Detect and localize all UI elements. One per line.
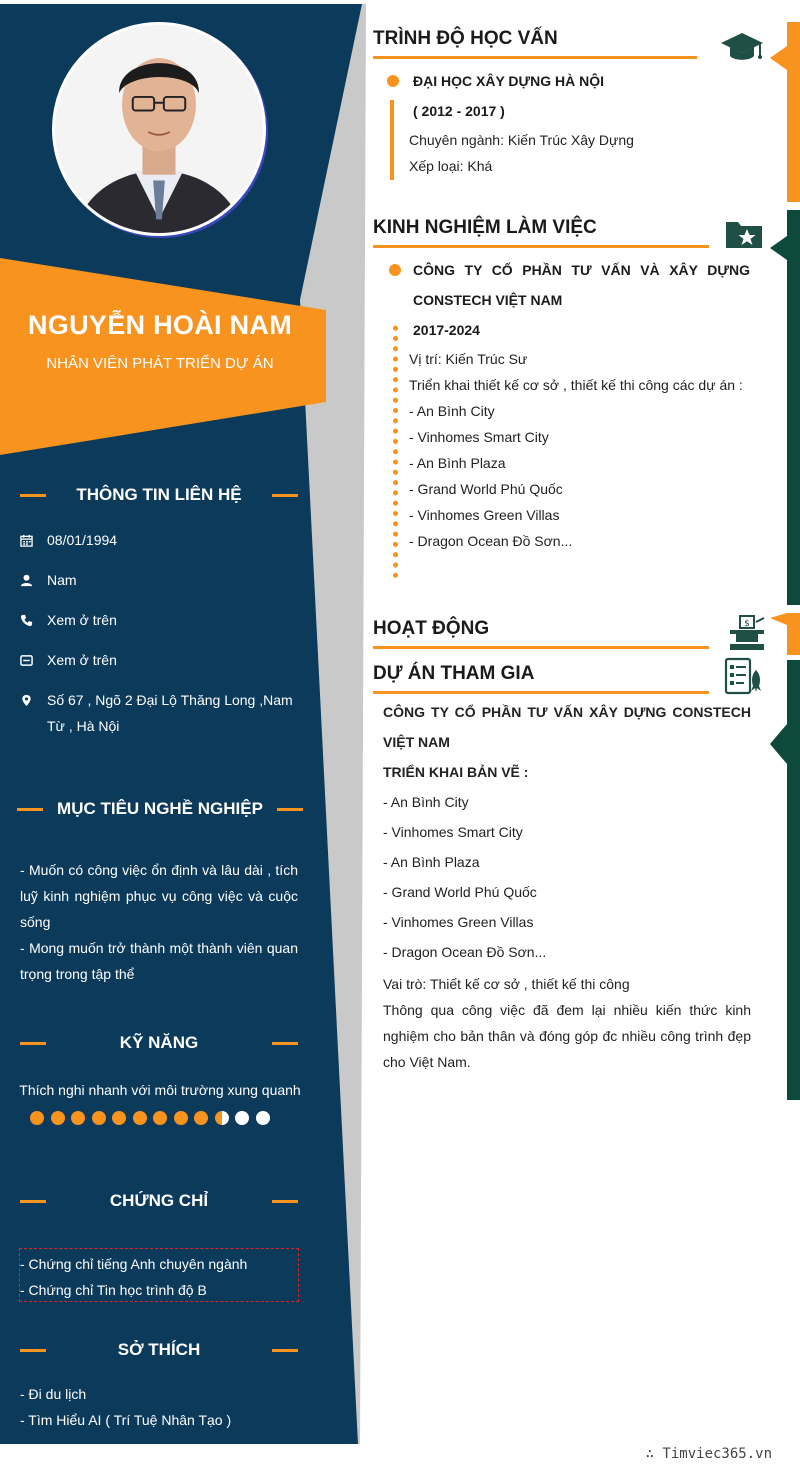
profile-photo-icon xyxy=(55,25,263,233)
right-green-arrow-bottom xyxy=(770,724,787,764)
education-title: TRÌNH ĐỘ HỌC VẤN xyxy=(373,28,558,49)
skill-dot xyxy=(71,1111,85,1125)
experience-underline xyxy=(373,245,709,248)
right-green-accent xyxy=(787,210,800,605)
project-item: - Vinhomes Green Villas xyxy=(383,914,534,930)
skills-title-text: KỸ NĂNG xyxy=(119,1033,199,1052)
skill-dot xyxy=(133,1111,147,1125)
objective-line-1: - Muốn có công việc ổn định và lâu dài , tích luỹ kinh nghiệm phục vụ công việc và cuộc sống xyxy=(20,862,298,930)
title-bar-right xyxy=(272,494,298,497)
right-orange-accent-mid xyxy=(787,613,800,655)
birthday-text: 08/01/1994 xyxy=(47,532,118,548)
right-orange-arrow-mid xyxy=(770,613,787,625)
skill-rating xyxy=(30,1111,270,1125)
folder-star-icon xyxy=(724,218,764,250)
experience-title: KINH NGHIỆM LÀM VIỆC xyxy=(373,217,597,238)
objective-line-2: - Mong muốn trở thành một thành viên quan trọng trong tập thể xyxy=(20,940,298,982)
project-subtitle: TRIỂN KHAI BẢN VẼ : xyxy=(383,764,529,780)
education-grade: Xếp loại: Khá xyxy=(409,158,493,174)
email-icon xyxy=(20,647,47,673)
checklist-rocket-icon xyxy=(724,656,764,696)
right-green-accent-bottom xyxy=(787,660,800,1100)
hobbies-list xyxy=(20,1381,298,1433)
contact-phone xyxy=(20,607,310,633)
project-item: - Vinhomes Smart City xyxy=(383,824,523,840)
full-name: NGUYỄN HOÀI NAM xyxy=(27,310,292,340)
skill-dot xyxy=(215,1111,229,1125)
watermark: ∴ Timviec365.vn xyxy=(645,1446,772,1462)
contact-email xyxy=(20,647,310,673)
title-bar-right xyxy=(272,1042,298,1045)
contact-address xyxy=(20,687,310,739)
hobby-item: - Đi du lịch xyxy=(20,1386,87,1402)
certificates-title-text: CHỨNG CHỈ xyxy=(109,1191,209,1210)
title-bar-right xyxy=(272,1349,298,1352)
skill-name: Thích nghi nhanh với môi trường xung quanh xyxy=(19,1082,301,1098)
sidebar xyxy=(0,0,360,1444)
skill-dot xyxy=(256,1111,270,1125)
contact-birthday xyxy=(20,527,310,553)
objective-text xyxy=(20,857,298,987)
project-item: - An Bình City xyxy=(383,794,469,810)
title-bar-left xyxy=(20,1042,46,1045)
education-timeline xyxy=(390,100,394,180)
email-text: Xem ở trên xyxy=(47,652,117,668)
phone-text: Xem ở trên xyxy=(47,612,117,628)
experience-detail-line: - Grand World Phú Quốc xyxy=(409,481,563,497)
experience-detail-line: - Dragon Ocean Đồ Sơn... xyxy=(409,533,573,549)
hobby-item: - Tìm Hiểu AI ( Trí Tuệ Nhân Tạo ) xyxy=(20,1412,232,1428)
gender-text: Nam xyxy=(47,572,77,588)
project-item: - Dragon Ocean Đồ Sơn... xyxy=(383,944,547,960)
project-company-line2: VIỆT NAM xyxy=(383,734,450,750)
skill-dot xyxy=(153,1111,167,1125)
skill-dot xyxy=(92,1111,106,1125)
experience-detail-line: - An Bình Plaza xyxy=(409,455,506,471)
experience-company-line2: CONSTECH VIỆT NAM xyxy=(413,292,563,308)
right-orange-arrow-top xyxy=(770,46,787,70)
skill-dot xyxy=(112,1111,126,1125)
experience-timeline-dots xyxy=(393,323,398,583)
calendar-icon xyxy=(20,527,47,553)
skill-dot xyxy=(51,1111,65,1125)
project-role: Vai trò: Thiết kế cơ sở , thiết kế thi công xyxy=(383,976,630,992)
experience-detail-line: Vị trí: Kiến Trúc Sư xyxy=(409,351,528,367)
experience-detail-line: - Vinhomes Green Villas xyxy=(409,507,560,523)
title-bar-left xyxy=(20,1200,46,1203)
activities-title: HOẠT ĐỘNG xyxy=(373,618,490,639)
experience-details xyxy=(409,346,759,554)
certificates-section-title xyxy=(0,1191,320,1211)
education-period: ( 2012 - 2017 ) xyxy=(413,103,505,119)
right-orange-accent-top xyxy=(787,22,800,202)
avatar xyxy=(52,22,266,236)
phone-icon xyxy=(20,607,47,633)
title-bar-left xyxy=(20,494,46,497)
skill-dot xyxy=(174,1111,188,1125)
contact-title-text: THÔNG TIN LIÊN HỆ xyxy=(76,485,242,504)
location-pin-icon xyxy=(20,687,47,713)
objective-section-title xyxy=(0,799,320,819)
address-text: Số 67 , Ngõ 2 Đại Lộ Thăng Long ,Nam Từ , Hà Nội xyxy=(47,692,293,734)
objective-title-text: MỤC TIÊU NGHỀ NGHIỆP xyxy=(57,799,263,818)
name-block xyxy=(0,310,320,372)
contact-gender xyxy=(20,567,310,593)
project-company-line1: CÔNG TY CỔ PHẦN TƯ VẤN XÂY DỰNG CONSTECH xyxy=(383,704,751,720)
education-bullet xyxy=(387,75,399,87)
experience-company-line1: CÔNG TY CỔ PHẦN TƯ VẤN VÀ XÂY DỰNG xyxy=(413,262,750,278)
contact-section-title xyxy=(0,485,320,505)
experience-period: 2017-2024 xyxy=(413,322,480,338)
skill-dot xyxy=(235,1111,249,1125)
user-icon xyxy=(20,567,47,593)
experience-bullet xyxy=(389,264,401,276)
projects-title: DỰ ÁN THAM GIA xyxy=(373,663,535,684)
title-bar-right xyxy=(272,1200,298,1203)
experience-detail-line: - Vinhomes Smart City xyxy=(409,429,549,445)
podium-speaker-icon xyxy=(728,614,766,652)
certificates-list xyxy=(19,1248,299,1302)
education-underline xyxy=(373,56,697,59)
hobbies-title-text: SỞ THÍCH xyxy=(117,1340,201,1359)
project-note: Thông qua công việc đã đem lại nhiều kiến thức kinh nghiệm cho bản thân và đóng góp đc nhiều công trình đẹp cho Việt Nam. xyxy=(383,1002,751,1070)
projects-content xyxy=(383,697,751,1075)
title-bar-left xyxy=(20,1349,46,1352)
svg-text:$: $ xyxy=(744,619,750,629)
hobbies-section-title xyxy=(0,1340,320,1360)
job-title: NHÂN VIÊN PHÁT TRIỂN DỰ ÁN xyxy=(46,355,274,372)
title-bar-right xyxy=(277,808,303,811)
experience-detail-line: - An Bình City xyxy=(409,403,495,419)
project-item: - Grand World Phú Quốc xyxy=(383,884,537,900)
title-bar-left xyxy=(17,808,43,811)
certificate-item: - Chứng chỉ Tin học trình độ B xyxy=(20,1282,207,1298)
activities-underline xyxy=(373,646,709,649)
skill-dot xyxy=(194,1111,208,1125)
certificate-item: - Chứng chỉ tiếng Anh chuyên ngành xyxy=(20,1256,248,1272)
experience-detail-line: Triển khai thiết kế cơ sở , thiết kế thi công các dự án : xyxy=(409,377,743,393)
skills-section-title xyxy=(0,1033,320,1053)
right-green-arrow xyxy=(770,236,787,260)
graduation-cap-icon xyxy=(720,30,764,64)
school-name: ĐẠI HỌC XÂY DỰNG HÀ NỘI xyxy=(413,73,605,89)
education-major: Chuyên ngành: Kiến Trúc Xây Dựng xyxy=(409,132,634,148)
project-item: - An Bình Plaza xyxy=(383,854,480,870)
skill-dot xyxy=(30,1111,44,1125)
projects-underline xyxy=(373,691,709,694)
